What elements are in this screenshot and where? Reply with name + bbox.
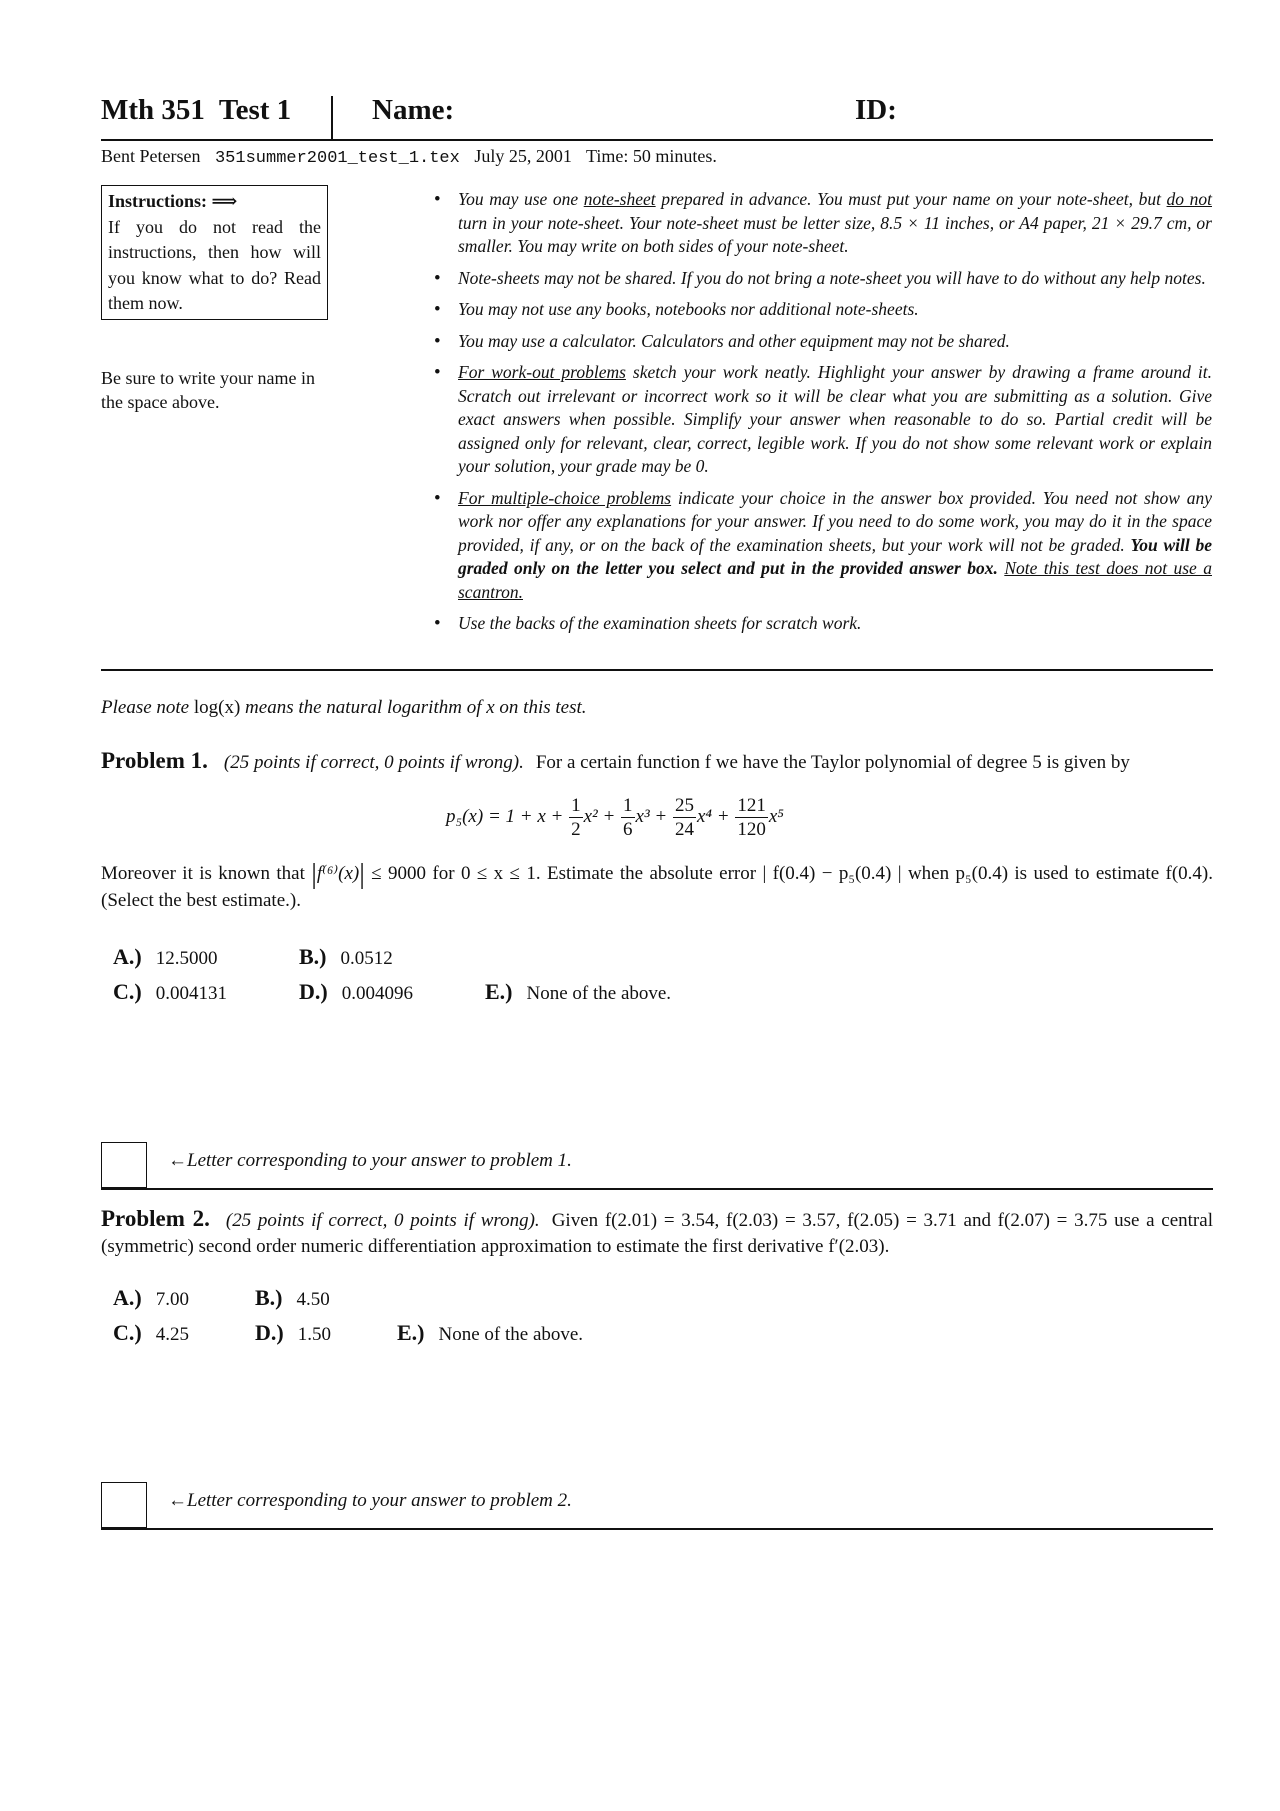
fraction: $\frac{1}{6}$ (623, 795, 633, 840)
problem-1-rule (101, 1188, 1213, 1190)
answer-box-problem-2[interactable] (101, 1482, 147, 1528)
problem-2-points: (25 points if correct, 0 points if wrong). (225, 1210, 540, 1231)
problem-1-points: (25 points if correct, 0 points if wrong). (223, 752, 524, 773)
answer-box-problem-1[interactable] (101, 1142, 147, 1188)
instructions-rule (101, 669, 1213, 671)
choice-c[interactable]: C.) 4.25 (113, 1320, 189, 1345)
id-label: ID: (855, 94, 897, 126)
fraction: $\frac{1}{2}$ (571, 795, 581, 840)
instructions-box-text: If you do not read the instructions, then how will you know what to do? Read them now. (108, 216, 321, 313)
header-meta (101, 146, 727, 168)
choice-a[interactable]: A.) 7.00 (113, 1285, 189, 1310)
fraction: $\frac{121}{120}$ (737, 795, 766, 840)
instruction-item: • Use the backs of the examination sheets for scratch work. (434, 612, 1212, 636)
problem-1-bound-text: Moreover it is known that |f⁽⁶⁾(x)| ≤ 9000 for 0 ≤ x ≤ 1. Estimate the absolute error | f(0.4) − p₅(0.4) | when p₅(0.4) is used to estimate f(0.4). (Select the best estimate.). (101, 859, 1214, 911)
problem-1-label: Problem 1. (101, 748, 208, 773)
course-label: Mth 351 (101, 94, 205, 126)
choice-c[interactable]: C.) 0.004131 (113, 979, 227, 1004)
problem-2-rule (101, 1528, 1213, 1530)
answer-label-problem-2: ←Letter corresponding to your answer to problem 2. (168, 1490, 572, 1511)
date: July 25, 2001 (474, 146, 572, 166)
problem-2-text: Given f(2.01) = 3.54, f(2.03) = 3.57, f(2.05) = 3.71 and f(2.07) = 3.75 use a central (symmetric) second order numeric differentiation approximation to estimate the first derivative f′(2.03). (101, 1210, 1213, 1257)
header-rule (101, 139, 1213, 141)
test-label: Test 1 (218, 94, 292, 126)
filename: 351summer2001_test_1.tex (214, 149, 460, 168)
choice-e[interactable]: E.) None of the above. (397, 1320, 584, 1345)
instruction-item: • For work-out problems sketch your work neatly. Highlight your answer by drawing a frame around it. Scratch out irrelevant or incorrect work so it will be clear what you are submitting as a solution. Give exact answers when possible. Simplify your answer when reasonable to do so. Partial credit will be assigned only for relevant, clear, correct, legible work. If you do not show some relevant work or explain your solution, your grade may be 0. (434, 361, 1212, 479)
time-limit: Time: 50 minutes. (586, 146, 717, 166)
choice-e[interactable]: E.) None of the above. (485, 979, 672, 1004)
problem-2-choices (113, 1281, 583, 1351)
instructions-list (434, 188, 1212, 644)
instruction-item: • You may use one note-sheet prepared in advance. You must put your name on your note-sheet, but do not turn in your note-sheet. Your note-sheet must be letter size, 8.5 × 11 inches, or A4 paper, 21 × 29.7 cm, or smaller. You may write on both sides of your note-sheet. (434, 188, 1212, 259)
name-note: Be sure to write your name in the space above. (101, 368, 315, 412)
choice-b[interactable]: B.) 4.50 (255, 1285, 330, 1310)
instructions-title: Instructions: ⟹ (108, 191, 238, 211)
fraction: $\frac{25}{24}$ (675, 795, 694, 840)
problem-2-label: Problem 2. (101, 1206, 210, 1231)
problem-1-statement (101, 748, 1213, 776)
log-note: Please note log(x) means the natural logarithm of x on this test. (101, 697, 587, 718)
answer-label-problem-1: ←Letter corresponding to your answer to problem 1. (168, 1150, 572, 1171)
choice-d[interactable]: D.) 1.50 (255, 1320, 331, 1345)
sixth-derivative: f⁽⁶⁾(x) (316, 863, 360, 884)
instruction-item: • You may use a calculator. Calculators and other equipment may not be shared. (434, 330, 1212, 354)
problem-2-statement (101, 1206, 1213, 1260)
choice-b[interactable]: B.) 0.0512 (299, 944, 393, 969)
instruction-item: • For multiple-choice problems indicate your choice in the answer box provided. You need not show any work nor offer any explanations for your answer. If you need to do some work, you may do it in the space provided, if any, or on the back of the examination sheets, but your work will not be graded. You will be graded only on the letter you select and put in the provided answer box. Note this test does not use a scantron. (434, 487, 1212, 605)
problem-1-text: For a certain function f we have the Taylor polynomial of degree 5 is given by (535, 752, 1130, 773)
taylor-polynomial-equation: p₅(x) = 1 + x + $\frac{1}{2}$ x² + $\frac{1}{6}$ x³ + $\frac{25}{24}$ x⁴ + $\frac{121}{120}$ x⁵ (446, 795, 784, 840)
name-label: Name: (372, 94, 455, 126)
choice-a[interactable]: A.) 12.5000 (113, 944, 218, 969)
instructions-box (101, 185, 328, 320)
test-title (101, 94, 291, 127)
author: Bent Petersen (101, 146, 201, 166)
instruction-item: • You may not use any books, notebooks nor additional note-sheets. (434, 298, 1212, 322)
choice-d[interactable]: D.) 0.004096 (299, 979, 413, 1004)
header-separator (331, 96, 333, 140)
problem-1-choices (113, 940, 671, 1010)
instruction-item: • Note-sheets may not be shared. If you do not bring a note-sheet you will have to do without any help notes. (434, 267, 1212, 291)
